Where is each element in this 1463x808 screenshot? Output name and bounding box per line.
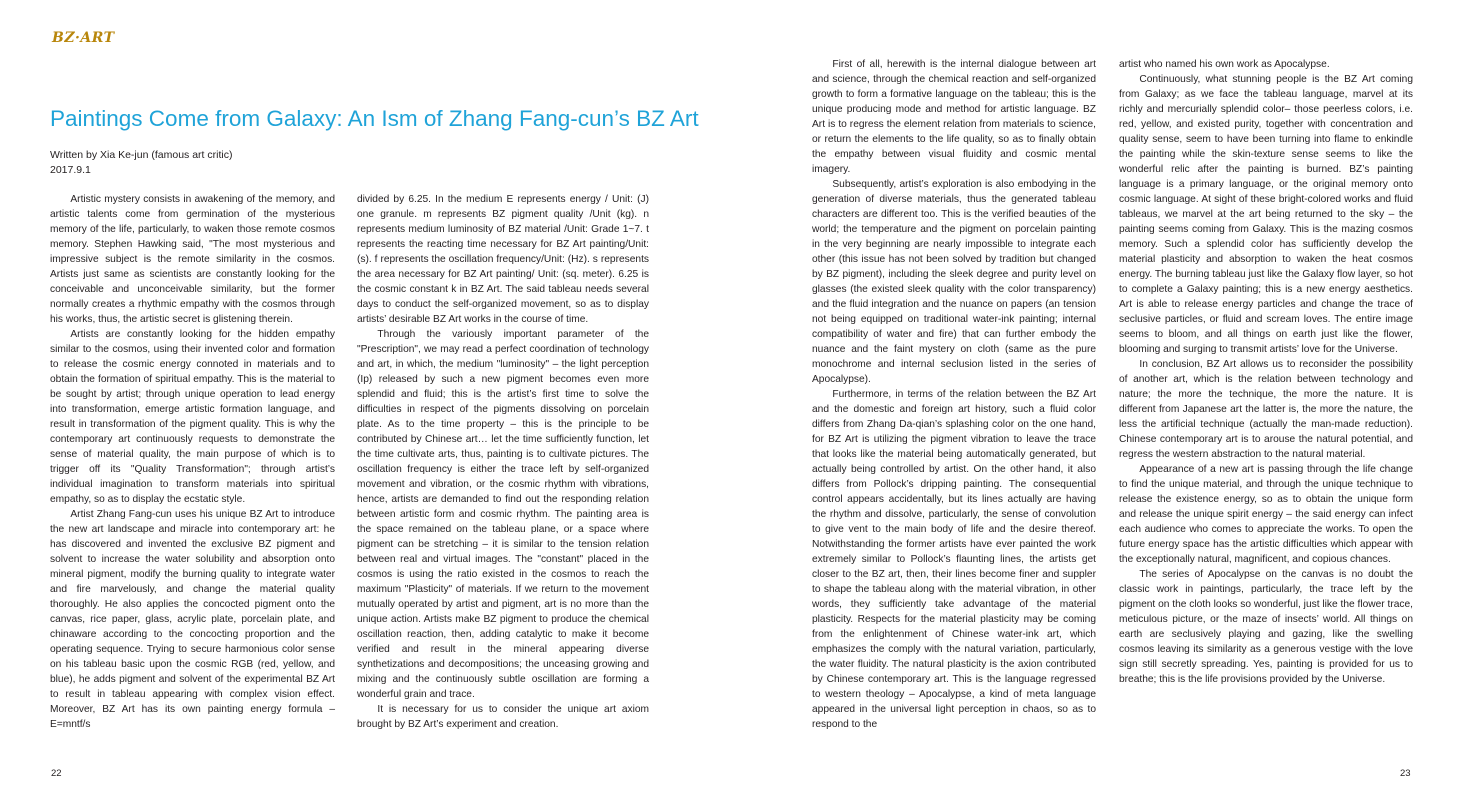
paragraph: Furthermore, in terms of the relation between the BZ Art and the domestic and foreign art history, such a fluid color differs from Zhang Da-qian’s splashing color on the one hand, for BZ Art is utilizing the pigment vibration to leave the trace that looks like the material being automatically generated, but actually being controlled by artist. On the other hand, it also differs from Pollock’s dripping painting. The consequential control appears accidentally, but its lines actually are having the rhythm and dissolve, particularly, the sense of convolution to give vent to the main body of life and the desire thereof. Notwithstanding the former artists have ever painted the work extremely similar to Pollock’s flaunting lines, the artists get closer to the BZ art, then, their lines become finer and suppler to shape the tableau along with the material vibration, in other words, they sufficiently take advantage of the material plasticity. Respects for the material plasticity may be coming from the enlightenment of Chinese water-ink art, which emphasizes the comply with the natural variation, particularly, the water fluidity. The natural plasticity is the axion contributed by Chinese contemporary art. This is the language regressed to western theology – Apocalypse, a kind of meta language appeared in the universal light perception in chaos, so as to respond to the [812,389,1096,730]
paragraph: First of all, herewith is the internal dialogue between art and science, through the chemical reaction and self-organized growth to form a formative language on the tableau; this is the unique producing mode and method for artistic language. BZ Art is to regress the element relation from materials to science, or return the elements to the life quality, so as to finally obtain the empathy between visual fluidity and cosmic mental imagery. [812,59,1096,175]
paragraph: Continuously, what stunning people is the BZ Art coming from Galaxy; as we face the tableau language, marvel at its richly and mercurially splendid color– those peerless colors, i.e. red, yellow, and existed purity, together with concentration and quality sense, seem to have been turning into flame to enkindle the painting while the skin-texture sense seems to like the wonderful relic after the painting is burned. BZ’s painting language is a primary language, or the original memory onto cosmic language. At sight of these bright-colored works and fluid tableaus, we marvel at the art being returned to the sky – the painting seems coming from Galaxy. This is the mazing cosmos memory. Such a splendid color has sufficiently develop the material plasticity and absorption to waken the heat cosmos energy. The burning tableau just like the Galaxy flow layer, so hot to complete a Galaxy painting; this is a new energy aesthetics. Art is able to release energy particles and change the trace of seclusive particles, or fluid and scream loves. The entire image seems to bloom, and all things on earth just like the flower, blooming and surging to transmit artists’ love for the Universe. [1119,74,1413,355]
paragraph: It is necessary for us to consider the unique art axiom brought by BZ Art’s experiment and creation. [357,704,649,730]
page-number-left: 22 [51,768,62,779]
date-line: 2017.9.1 [50,164,91,176]
page-number-right: 23 [1400,768,1411,779]
column-3 [812,57,1096,732]
byline [50,148,232,178]
paragraph: Artist Zhang Fang-cun uses his unique BZ Art to introduce the new art landscape and miracle into contemporary art: he has discovered and invented the exclusive BZ pigment and solvent to increase the water solubility and absorption onto mineral pigment, modify the burning quality to integrate water and fire marvelously, and change the material quality thoroughly. He also applies the concocted pigment onto the canvas, rice paper, glass, acrylic plate, porcelain plate, and chinaware according to the concocting proportion and the operating sequence. Trying to secure harmonious color sense on his tableau basic upon the cosmic RGB (red, yellow, and blue), he adds pigment and solvent of the experimental BZ Art to result in tableau appearing with complex vision effect. Moreover, BZ Art has its own painting energy formula – E=mntf/s [50,509,335,730]
article-title: Paintings Come from Galaxy: An Ism of Zhang Fang-cun’s BZ Art [50,106,699,131]
left-page [0,0,731,808]
paragraph: Artists are constantly looking for the hidden empathy similar to the cosmos, using their invented color and formation to release the cosmic energy connoted in materials and to obtain the formation of spiritual empathy. This is the material to be sought by artist; through unique operation to lead energy into transformation, emerge artistic formation language, and result in transformation of the pigment quality. This is why the contemporary art continuously requests to demonstrate the sense of material quality, the main purpose of which is to trigger off its "Quality Transformation"; through artist’s individual imagination to transform materials into spiritual empathy, so as to display the ecstatic style. [50,329,335,505]
paragraph: Artistic mystery consists in awakening of the memory, and artistic talents come from germination of the mysterious memory of the life, particularly, to waken those remote cosmos memory. Stephen Hawking said, "The most mysterious and impressive subject is the remote similarity in the cosmos. Artists just same as scientists are constantly looking for the conceivable and unconceivable similarity, but the former normally creates a rhythmic empathy with the cosmos through his works, thus, the artistic secret is glistening therein. [50,194,335,325]
column-2 [357,192,649,732]
magazine-logo: BZ·ART [52,30,115,46]
paragraph: In conclusion, BZ Art allows us to reconsider the possibility of another art, which is the relation between technology and nature; the more the technique, the more the nature. It is different from Japanese art the latter is, the more the nature, the less the artificial technique (actually the man-made reduction). Chinese contemporary art is to arouse the natural potential, and regress the western abstraction to the natural material. [1119,359,1413,460]
paragraph: artist who named his own work as Apocalypse. [1119,59,1330,70]
paragraph: divided by 6.25. In the medium E represents energy / Unit: (J) one granule. m represents BZ pigment quality /Unit (kg). n represents medium luminosity of BZ material /Unit: Grade 1~7. t represents the reacting time necessary for BZ Art painting/Unit: (s). f represents the oscillation frequency/Unit: (Hz). s represents the area necessary for BZ Art painting/ Unit: (sq. meter). 6.25 is the cosmic constant k in BZ Art. The said tableau needs several days to conduct the self-organized movement, so as to display artists’ desirable BZ Art works in the course of time. [357,194,649,325]
column-1 [50,192,335,732]
paragraph: Appearance of a new art is passing through the life change to find the unique material, and through the unique technique to release the existence energy, so as to obtain the unique form and release the unique spirit energy – the said energy can infect each audience who comes to appreciate the works. To open the future energy space has the artistic difficulties which appear with the exceptionally natural, magnificent, and copious chances. [1119,464,1413,565]
column-4 [1119,57,1413,687]
paragraph: The series of Apocalypse on the canvas is no doubt the classic work in paintings, particularly, the trace left by the pigment on the cloth looks so wonderful, just like the flower trace, meticulous picture, or the maze of insects’ world. All things on earth are seclusively playing and gazing, like the swelling cosmos leaving its similarity as a generous vestige with the love sign still secretly spreading. Yes, painting is provided for us to breathe; this is the life provisions provided by the Universe. [1119,569,1413,685]
right-page [731,0,1463,808]
author-line: Written by Xia Ke-jun (famous art critic) [50,149,233,161]
paragraph: Through the variously important parameter of the "Prescription", we may read a perfect coordination of technology and art, in which, the medium "luminosity" – the light perception (Ip) released by such a new pigment becomes even more splendid and fluid; this is the artist’s first time to solve the difficulties in respect of the pigments dissolving on porcelain plate. As to the time property – this is the principle to be contributed by Chinese art… let the time sufficiently function, let the time cultivate arts, thus, painting is to cultivate pictures. The oscillation frequency is either the trace left by self-organized movement and vibration, or the cosmic rhythm with vibrations, hence, artists are demanded to find out the responding relation between artistic form and cosmic rhythm. The painting area is the space remained on the tableau plane, or a space where pigment can be stretching – it is similar to the tension relation between real and virtual images. The "constant" placed in the cosmos is using the ratio existed in the cosmos to reach the maximum "Plasticity" of materials. If we return to the movement mutually operated by artist and pigment, art is no more than the unique action. Artists make BZ pigment to produce the chemical oscillation reaction, then, adding catalytic to make it become verified and result in the mineral appearing diverse synthetizations and decompositions; the unceasing growing and mixing and the continuously subtle oscillation are forming a wonderful grain and trace. [357,329,649,700]
paragraph: Subsequently, artist’s exploration is also embodying in the generation of diverse materials, thus the generated tableau characters are different too. This is the verified beauties of the world; the temperature and the pigment on porcelain painting in the very beginning are nearly impossible to integrate each other (this issue has not been solved by tradition but changed by BZ pigment), including the sleek degree and purity level on glasses (the existed sleek quality with the color transparency) and the fluid integration and the nuance on papers (an tension not being equipped on traditional water-ink painting; internal compatibility of water and fire) that can further embody the nuance and the faint mystery on cloth (same as the pure monochrome and internal seclusion listed in the series of Apocalypse). [812,179,1096,385]
